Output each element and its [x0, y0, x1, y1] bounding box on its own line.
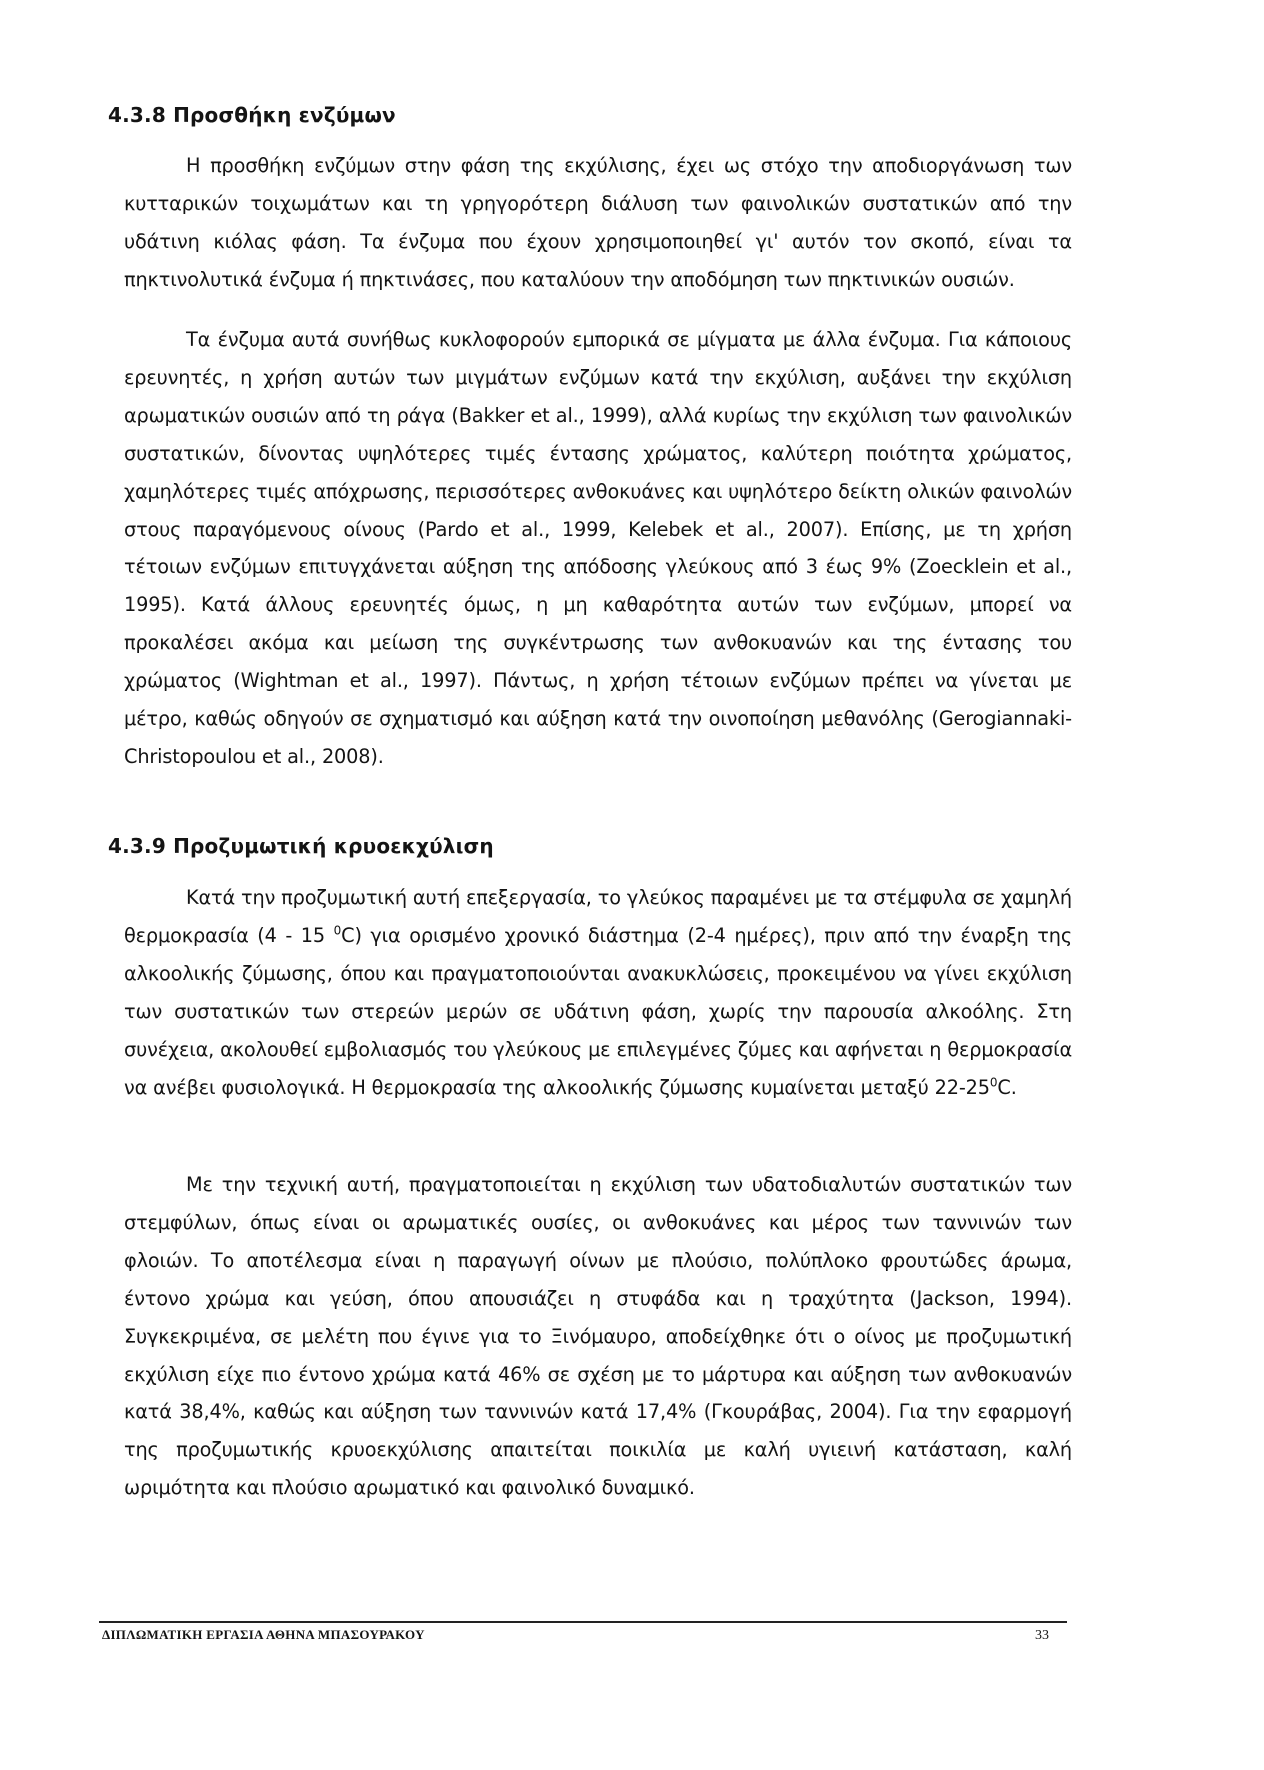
- footer-divider: [99, 1621, 1067, 1623]
- text-run: C.: [997, 1075, 1017, 1099]
- paragraph-enzymes-purpose: Η προσθήκη ενζύμων στην φάση της εκχύλισης, έχει ως στόχο την αποδιοργάνωση των κυτταρικών τοιχωμάτων και τη γρηγορότερη διάλυση των φαινολικών συστατικών από την υδάτινη κιόλας φάση. Τα ένζυμα που έχουν χρησιμοποιηθεί γι' αυτόν τον σκοπό, είναι τα πηκτινολυτικά ένζυμα ή πηκτινάσες, που καταλύουν την αποδόμηση των πηκτινικών ουσιών.: [124, 154, 1072, 291]
- superscript-degree: 0: [333, 923, 342, 938]
- section-heading-cold-maceration: 4.3.9 Προζυμωτική κρυοεκχύλιση: [108, 834, 494, 858]
- paragraph-enzyme-mixtures: Τα ένζυμα αυτά συνήθως κυκλοφορούν εμπορικά σε μίγματα με άλλα ένζυμα. Για κάποιους ερευνητές, η χρήση αυτών των μιγμάτων ενζύμων κατά την εκχύλιση, αυξάνει την εκχύλιση αρωματικών ουσιών από τη ράγα (Bakker et al., 1999), αλλά κυρίως την εκχύλιση των φαινολικών συστατικών, δίνοντας υψηλότερες τιμές έντασης χρώματος, καλύτερη ποιότητα χρώματος, χαμηλότερες τιμές απόχρωσης, περισσότερες ανθοκυάνες και υψηλότερο δείκτη ολικών φαινολών στους παραγόμενους οίνους (Pardo et al., 1999, Kelebek et al., 2007). Επίσης, με τη χρήση τέτοιων ενζύμων επιτυγχάνεται αύξηση της απόδοσης γλεύκους από 3 έως 9% (Zoecklein et al., 1995). Κατά άλλους ερευνητές όμως, η μη καθαρότητα αυτών των ενζύμων, μπορεί να προκαλέσει ακόμα και μείωση της συγκέντρωσης των ανθοκυανών και της έντασης του χρώματος (Wightman et al., 1997). Πάντως, η χρήση τέτοιων ενζύμων πρέπει να γίνεται με μέτρο, καθώς οδηγούν σε σχηματισμό και αύξηση κατά την οινοποίηση μεθανόλης (Gerogiannaki-Christopoulou et al., 2008).: [124, 328, 1072, 768]
- superscript-degree: 0: [989, 1075, 998, 1090]
- page-number: 33: [1035, 1628, 1049, 1643]
- text-run: Κατά την προζυμωτική αυτή επεξεργασία, το γλεύκος παραμένει με τα στέμφυλα σε χαμηλή θερμοκρασία (4 - 15: [124, 886, 1072, 947]
- footer-title: ΔΙΠΛΩΜΑΤΙΚΗ ΕΡΓΑΣΙΑ ΑΘΗΝΑ ΜΠΑΣΟΥΡΑΚΟΥ: [102, 1627, 425, 1642]
- section-heading-enzyme-addition: 4.3.8 Προσθήκη ενζύμων: [108, 103, 396, 127]
- paragraph-cold-maceration-results: Με την τεχνική αυτή, πραγματοποιείται η εκχύλιση των υδατοδιαλυτών συστατικών των στεμφύλων, όπως είναι οι αρωματικές ουσίες, οι ανθοκυάνες και μέρος των ταννινών των φλοιών. Το αποτέλεσμα είναι η παραγωγή οίνων με πλούσιο, πολύπλοκο φρουτώδες άρωμα, έντονο χρώμα και γεύση, όπου απουσιάζει η στυφάδα και η τραχύτητα (Jackson, 1994). Συγκεκριμένα, σε μελέτη που έγινε για το Ξινόμαυρο, αποδείχθηκε ότι ο οίνος με προζυμωτική εκχύλιση είχε πιο έντονο χρώμα κατά 46% σε σχέση με το μάρτυρα και αύξηση των ανθοκυανών κατά 38,4%, καθώς και αύξηση των ταννινών κατά 17,4% (Γκουράβας, 2004). Για την εφαρμογή της προζυμωτικής κρυοεκχύλισης απαιτείται ποικιλία με καλή υγιεινή κατάσταση, καλή ωριμότητα και πλούσιο αρωματικό και φαινολικό δυναμικό.: [124, 1173, 1072, 1500]
- paragraph-cold-maceration-process: [124, 879, 1072, 1106]
- text-run: C) για ορισμένο χρονικό διάστημα (2-4 ημέρες), πριν από την έναρξη της αλκοολικής ζύμωσης, όπου και πραγματοποιούνται ανακυκλώσεις, προκειμένου να γίνει εκχύλιση των συστατικών των στερεών μερών σε υδάτινη φάση, χωρίς την παρουσία αλκοόλης. Στη συνέχεια, ακολουθεί εμβολιασμός του γλεύκους με επιλεγμένες ζύμες και αφήνεται η θερμοκρασία να ανέβει φυσιολογικά. Η θερμοκρασία της αλκοολικής ζύμωσης κυμαίνεται μεταξύ 22-25: [124, 923, 1073, 1099]
